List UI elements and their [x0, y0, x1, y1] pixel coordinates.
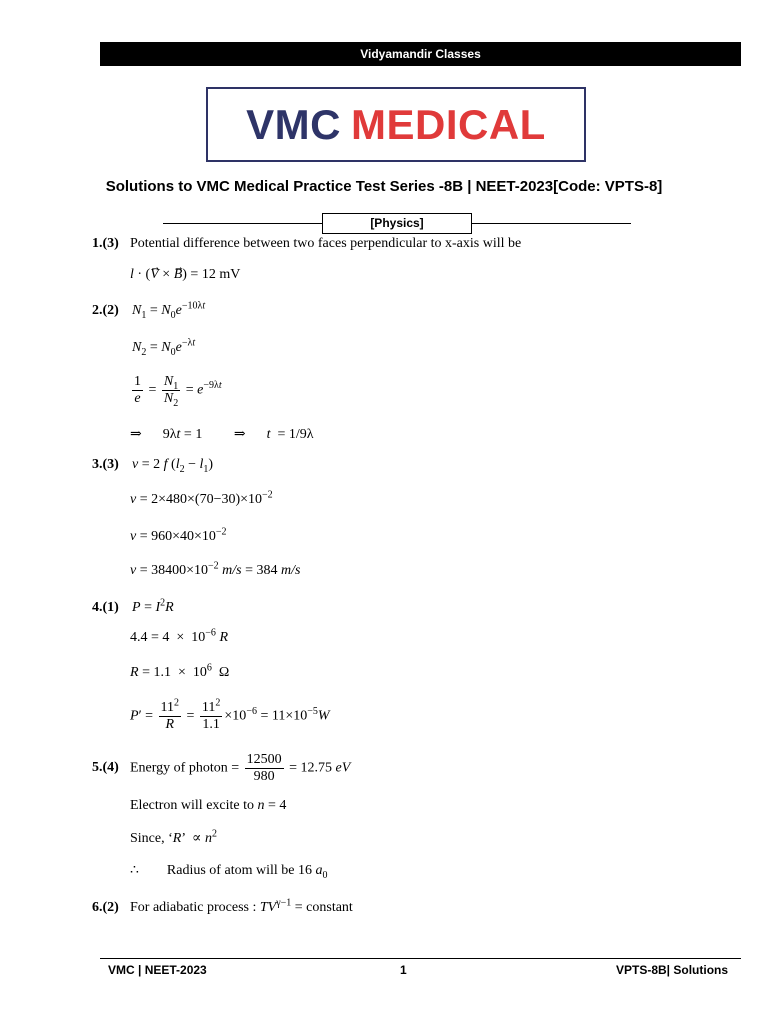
q2-eq3: $\frac{1}{e}$ = $\frac{N_1}{N_2}$ = $e^{-9\lambda t}$ — [134, 374, 222, 409]
q3-eq4: $v = 38400\times 10^{-2}$ m/s = 384 m/s — [130, 560, 301, 578]
q2-eq4: ⇒ 9λt = 1 ⇒ t = 1/9λ — [130, 427, 314, 442]
q3-eq3: $v = 960\times 40\times 10^{-2}$ — [130, 526, 227, 544]
footer-left: VMC | NEET-2023 — [108, 963, 207, 977]
q5-number: 5.(4) — [92, 760, 119, 775]
q4-eq2: $4.4 = 4 \times 10^{-6}$ R — [130, 627, 228, 645]
q1-eq-rhs: = 12 mV — [190, 267, 241, 282]
q1-equation: l · (V⃗ × B⃗) = 12 mV — [130, 267, 241, 282]
document-title: Solutions to VMC Medical Practice Test Series -8B | NEET-2023[Code: VPTS-8] — [105, 178, 663, 195]
section-divider-right — [472, 223, 631, 224]
q5-since-text: Since, ‘ — [130, 831, 173, 846]
q4-eq3: $R = 1.1 \times 10^6$ Ω — [130, 662, 230, 680]
q4-eq4: P′ = $\frac{11^2}{R}$ = $\frac{11^2}{1.1}$ $\times 10^{-6} = 11\times 10^{-5}W$ — [130, 697, 330, 732]
q3-eq1: v = 2 f $(l_2 - l_1)$ — [132, 457, 214, 475]
q5-denominator: 980 — [253, 769, 275, 784]
q3-number: 3.(3) — [92, 457, 119, 472]
q5-radius-text: Radius of atom will be 16 — [166, 863, 312, 878]
section-divider-left — [163, 223, 322, 224]
q2-eq1: $N_1 = N_0e^{-10\lambda t}$ — [132, 300, 206, 321]
q5-numerator: 12500 — [246, 752, 282, 767]
q6-constant: = constant — [294, 900, 353, 915]
q1-number: 1.(3) — [92, 236, 119, 251]
q5-radius-line: ∴ Radius of atom will be 16 $a_0$ — [130, 863, 328, 881]
logo-medical-text: MEDICAL — [351, 100, 546, 148]
q2-eq2: $N_2 = N_0e^{-\lambda t}$ — [132, 337, 196, 358]
q4-number: 4.(1) — [92, 600, 119, 615]
footer-divider — [100, 958, 741, 959]
q5-text: Energy of photon — [130, 760, 228, 776]
therefore-symbol: ∴ — [130, 863, 139, 878]
q3-eq2: $v = 2\times 480\times(70-30)\times 10^{-2}$ — [130, 489, 273, 507]
q5-eq1: Energy of photon = $\frac{12500}{980}$ = 12.75 eV — [130, 752, 351, 784]
q6-number: 6.(2) — [92, 900, 119, 915]
q6-line: For adiabatic process : $TV^{\gamma-1}$ = constant — [130, 897, 353, 915]
q2-number: 2.(2) — [92, 303, 119, 318]
footer-page-number: 1 — [400, 963, 407, 977]
logo-vmc-text: VMC — [246, 100, 341, 148]
q5-excite-text: Electron will excite to — [130, 798, 255, 813]
q4-eq1: $P = I^2R$ — [132, 597, 174, 615]
q1-text: Potential difference between two faces perpendicular to x-axis will be — [130, 236, 522, 251]
q5-since-line: Since, ‘R’ ∝ $n^2$ — [130, 828, 217, 846]
vmc-medical-logo — [206, 87, 586, 162]
q5-result: = 12.75 — [289, 760, 333, 776]
footer-right: VPTS-8B| Solutions — [616, 963, 729, 977]
section-label: [Physics] — [322, 213, 472, 234]
q5-excite-line: Electron will excite to n = 4 — [130, 798, 287, 813]
q6-text: For adiabatic process : — [130, 900, 257, 915]
implies-symbol: ⇒ — [130, 427, 142, 442]
q5-unit: eV — [335, 760, 351, 776]
header-bar: Vidyamandir Classes — [100, 42, 741, 66]
